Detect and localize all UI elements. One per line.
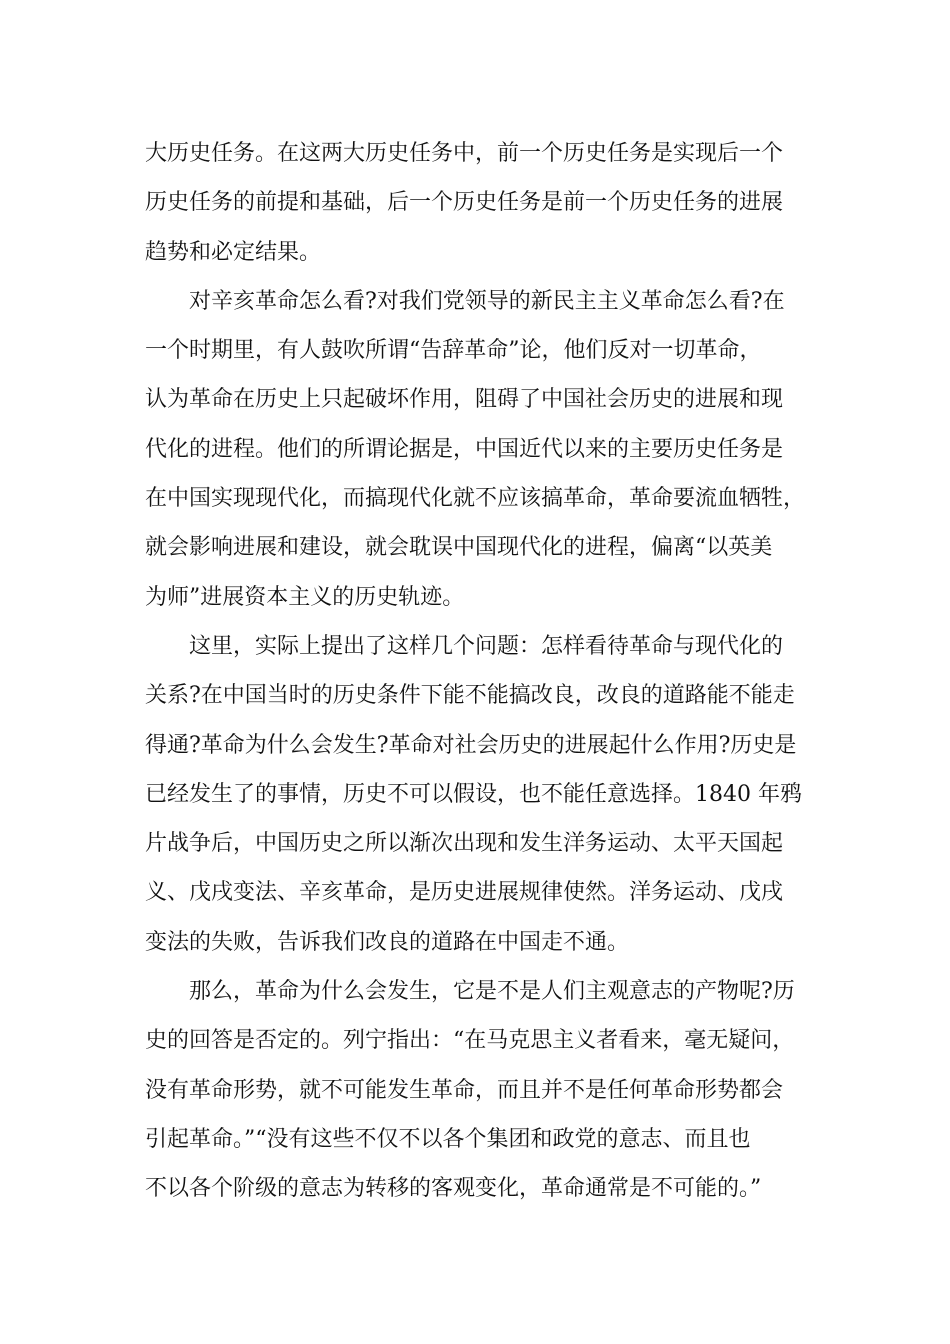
paragraph-first-line: 对辛亥革命怎么看?对我们党领导的新民主主义革命怎么看?在 xyxy=(189,288,785,314)
text-line: 大历史任务。在这两大历史任务中，前一个历史任务是实现后一个 xyxy=(145,141,784,166)
text-line: 史的回答是否定的。列宁指出：“在马克思主义者看来，毫无疑问， xyxy=(145,1028,795,1054)
text-line: 没有革命形势，就不可能发生革命，而且并不是任何革命形势都会 xyxy=(145,1077,784,1103)
text-line: 变法的失败，告诉我们改良的道路在中国走不通。 xyxy=(145,929,630,955)
text-line: 在中国实现现代化，而搞现代化就不应该搞革命，革命要流血牺牲， xyxy=(145,486,806,512)
body-text xyxy=(145,129,810,1214)
text-line: 趋势和必定结果。 xyxy=(145,239,322,265)
text-line: 不以各个阶级的意志为转移的客观变化，革命通常是不可能的。” xyxy=(145,1176,762,1202)
text-line: 关系?在中国当时的历史条件下能不能搞改良，改良的道路能不能走 xyxy=(145,683,795,709)
paragraph-first-line: 这里，实际上提出了这样几个问题：怎样看待革命与现代化的 xyxy=(189,633,784,659)
text-line: 历史任务的前提和基础，后一个历史任务是前一个历史任务的进展 xyxy=(145,190,784,216)
text-line: 得通?革命为什么会发生?革命对社会历史的进展起什么作用?历史是 xyxy=(145,732,797,758)
paragraph-first-line: 那么，革命为什么会发生，它是不是人们主观意志的产物呢?历 xyxy=(189,979,795,1005)
text-line: 就会影响进展和建设，就会耽误中国现代化的进程，偏离“以英美 xyxy=(145,535,773,561)
text-line: 一个时期里，有人鼓吹所谓“告辞革命”论，他们反对一切革命， xyxy=(145,338,762,364)
text-line: 认为革命在历史上只起破坏作用，阻碍了中国社会历史的进展和现 xyxy=(145,387,784,413)
text-line: 义、戊戌变法、辛亥革命，是历史进展规律使然。洋务运动、戊戌 xyxy=(145,880,784,906)
text-line: 已经发生了的事情，历史不可以假设，也不能任意选择。1840 年鸦 xyxy=(145,781,802,807)
text-line: 片战争后，中国历史之所以渐次出现和发生洋务运动、太平天国起 xyxy=(145,831,784,857)
text-line: 代化的进程。他们的所谓论据是，中国近代以来的主要历史任务是 xyxy=(145,436,784,462)
text-line: 为师”进展资本主义的历史轨迹。 xyxy=(145,584,465,610)
text-line: 引起革命。”“没有这些不仅不以各个集团和政党的意志、而且也 xyxy=(145,1126,751,1152)
